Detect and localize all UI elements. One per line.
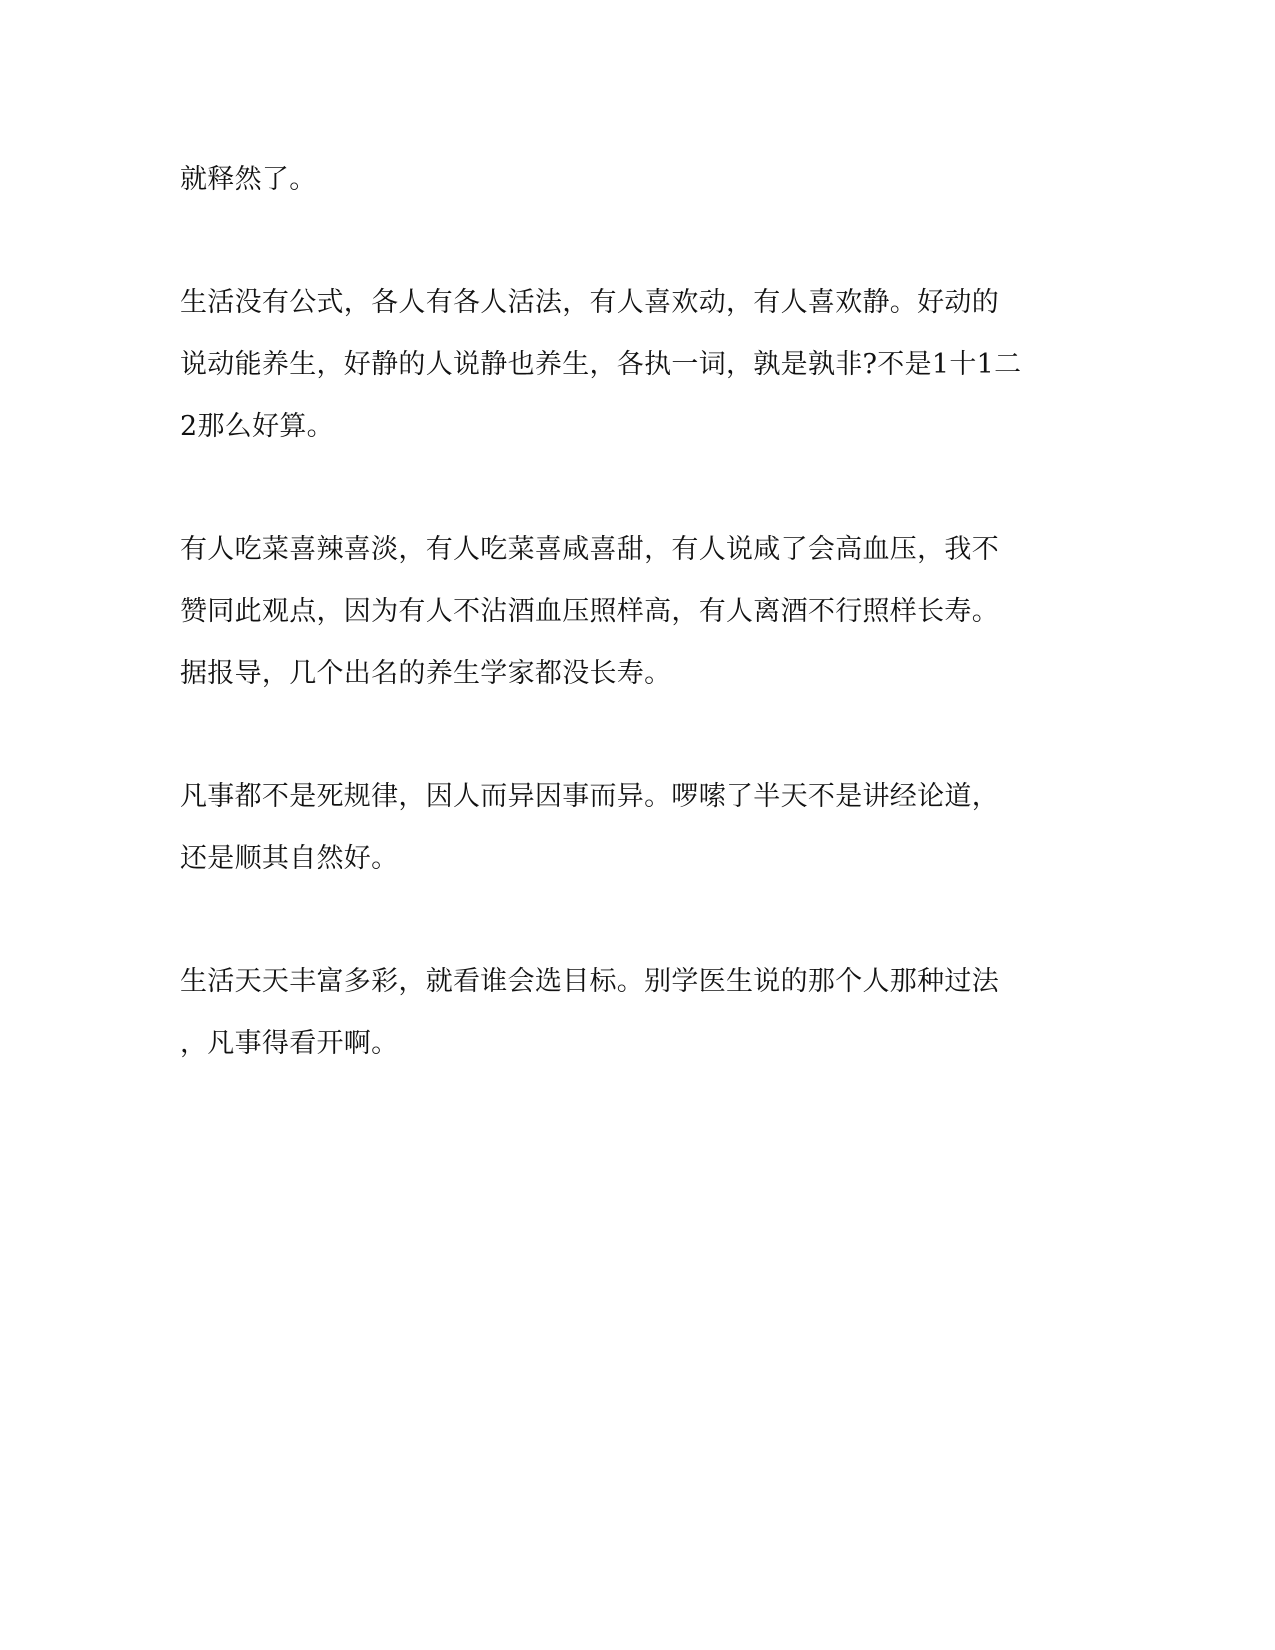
paragraph-3-line-1: 有人吃菜喜辣喜淡，有人吃菜喜咸喜甜，有人说咸了会高血压，我不 xyxy=(180,534,999,565)
paragraph-2-line-3: 2那么好算。 xyxy=(180,411,334,442)
paragraph-5-line-2: ，凡事得看开啊。 xyxy=(180,1028,399,1059)
paragraph-4-line-2: 还是顺其自然好。 xyxy=(180,843,399,874)
paragraph-5-line-1: 生活天天丰富多彩，就看谁会选目标。别学医生说的那个人那种过法 xyxy=(180,966,999,997)
paragraph-2-line-1: 生活没有公式，各人有各人活法，有人喜欢动，有人喜欢静。好动的 xyxy=(180,287,999,318)
paragraph-1-line-1: 就释然了。 xyxy=(180,164,317,195)
paragraph-2-line-2: 说动能养生，好静的人说静也养生，各执一词，孰是孰非?不是1十1二 xyxy=(180,349,1022,380)
paragraph-3-line-3: 据报导，几个出名的养生学家都没长寿。 xyxy=(180,658,672,689)
paragraph-4-line-1: 凡事都不是死规律，因人而异因事而异。啰嗦了半天不是讲经论道， xyxy=(180,781,999,812)
paragraph-3-line-2: 赞同此观点，因为有人不沾酒血压照样高，有人离酒不行照样长寿。 xyxy=(180,596,999,627)
